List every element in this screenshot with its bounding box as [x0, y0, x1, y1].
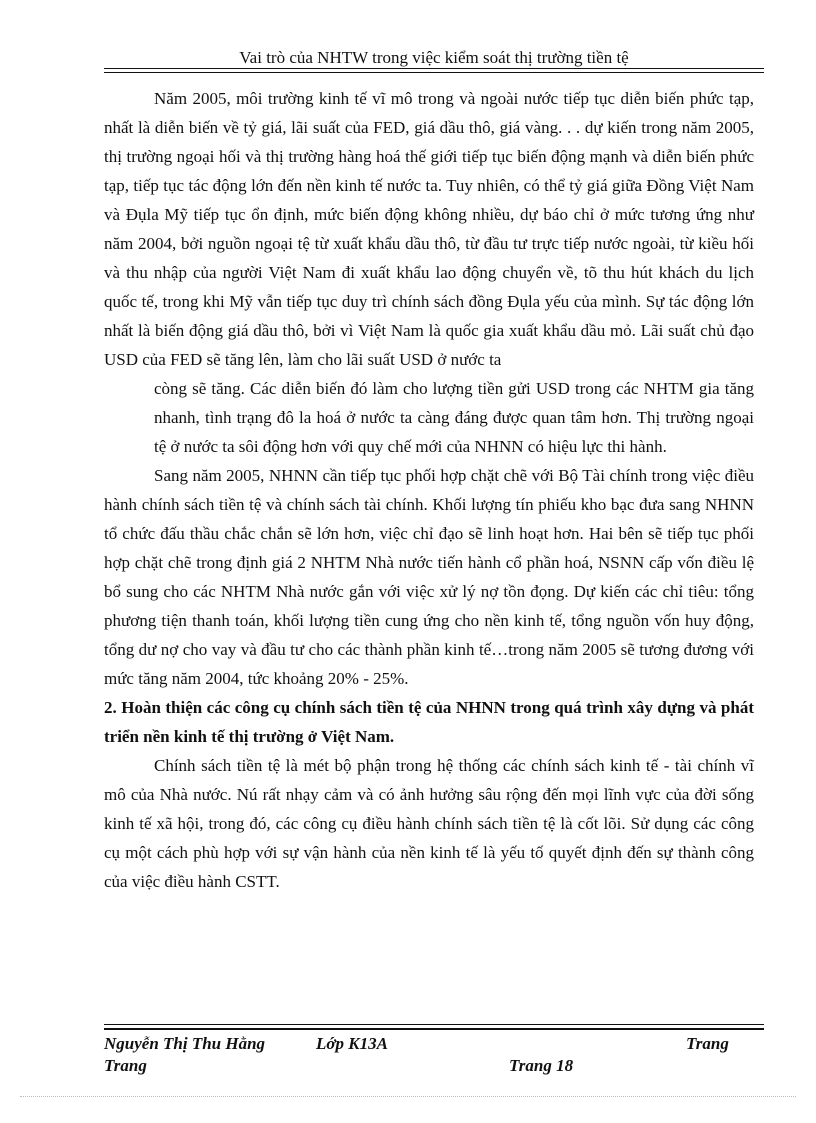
page-bottom-divider	[20, 1096, 796, 1097]
footer-rule-thick	[104, 1028, 764, 1030]
header-rule-secondary	[104, 72, 764, 73]
section-heading: 2. Hoàn thiện các công cụ chính sách tiền tệ của NHNN trong quá trình xây dựng và phát triển nền kinh tế thị trường ở Việt Nam.	[104, 698, 754, 746]
footer-trang-right: Trang	[686, 1034, 729, 1053]
body-paragraph: Năm 2005, môi trường kinh tế vĩ mô trong và ngoài nước tiếp tục diễn biến phức tạp, nhất là diễn biến về tỷ giá, lãi suất của FED, giá dầu thô, giá vàng. . . dự kiến trong năm 2005, thị trường ngoại hối và thị trường hàng hoá thế giới tiếp tục biến động mạnh và diễn biến phức tạp, tiếp tục tác động lớn đến nền kinh tế nước ta. Tuy nhiên, có thể tỷ giá giữa Đồng Việt Nam và Đụla Mỹ tiếp tục ổn định, mức biến động không nhiều, dự báo chỉ ở mức tương ứng như năm 2004, bởi nguồn ngoại tệ từ xuất khẩu dầu thô, từ đầu tư trực tiếp nước ngoài, từ kiều hối và thu nhập của người Việt Nam đi xuất khẩu lao động chuyển về, tõ thu hút khách du lịch quốc tế, trong khi Mỹ vẫn tiếp tục duy trì chính sách đồng Đụla yếu của mình. Sự tác động lớn nhất là biến động giá dầu thô, bởi vì Việt Nam là quốc gia xuất khẩu dầu mỏ. Lãi suất chủ đạo USD của FED sẽ tăng lên, làm cho lãi suất USD ở nước ta	[104, 89, 754, 369]
footer-rule	[104, 1024, 764, 1025]
page-header-title: Vai trò của NHTW trong việc kiểm soát thị trường tiền tệ	[239, 48, 629, 67]
footer-page-number: Trang 18	[509, 1056, 574, 1075]
footer-trang-left: Trang	[104, 1056, 147, 1075]
body-paragraph: còng sẽ tăng. Các diễn biến đó làm cho lượng tiền gửi USD trong các NHTM gia tăng nhanh, tình trạng đô la hoá ở nước ta càng đáng được quan tâm hơn. Thị trường ngoại tệ ở nước ta sôi động hơn với quy chế mới của NHNN có hiệu lực thi hành.	[154, 379, 754, 456]
body-paragraph: Sang năm 2005, NHNN cần tiếp tục phối hợp chặt chẽ với Bộ Tài chính trong việc điều hành chính sách tiền tệ và chính sách tài chính. Khối lượng tín phiếu kho bạc đưa sang NHNN tổ chức đấu thầu chắc chắn sẽ lớn hơn, việc chỉ đạo sẽ linh hoạt hơn. Hai bên sẽ tiếp tục phối hợp chặt chẽ trong định giá 2 NHTM Nhà nước tiến hành cổ phần hoá, NSNN cấp vốn điều lệ bổ sung cho các NHTM Nhà nước gắn với việc xử lý nợ tồn đọng. Dự kiến các chỉ tiêu: tổng phương tiện thanh toán, khối lượng tiền cung ứng cho nền kinh tế, tổng nguồn vốn huy động, tổng dư nợ cho vay và đầu tư cho các thành phần kinh tế…trong năm 2005 sẽ tương đương với mức tăng năm 2004, tức khoảng 20% - 25%.	[104, 466, 754, 688]
body-paragraph: Chính sách tiền tệ là mét bộ phận trong hệ thống các chính sách kinh tế - tài chính vĩ mô của Nhà nước. Nú rất nhạy cảm và có ảnh hưởng sâu rộng đến mọi lĩnh vực của đời sống kinh tế xã hội, trong đó, các công cụ điều hành chính sách tiền tệ là cốt lõi. Sử dụng các công cụ một cách phù hợp với sự vận hành của nền kinh tế là yếu tố quyết định đến sự thành công của việc điều hành CSTT.	[104, 756, 754, 891]
header-rule	[104, 68, 764, 69]
document-body	[104, 84, 754, 896]
footer-author: Nguyễn Thị Thu Hằng	[104, 1034, 266, 1053]
footer-class: Lớp K13A	[316, 1034, 388, 1053]
